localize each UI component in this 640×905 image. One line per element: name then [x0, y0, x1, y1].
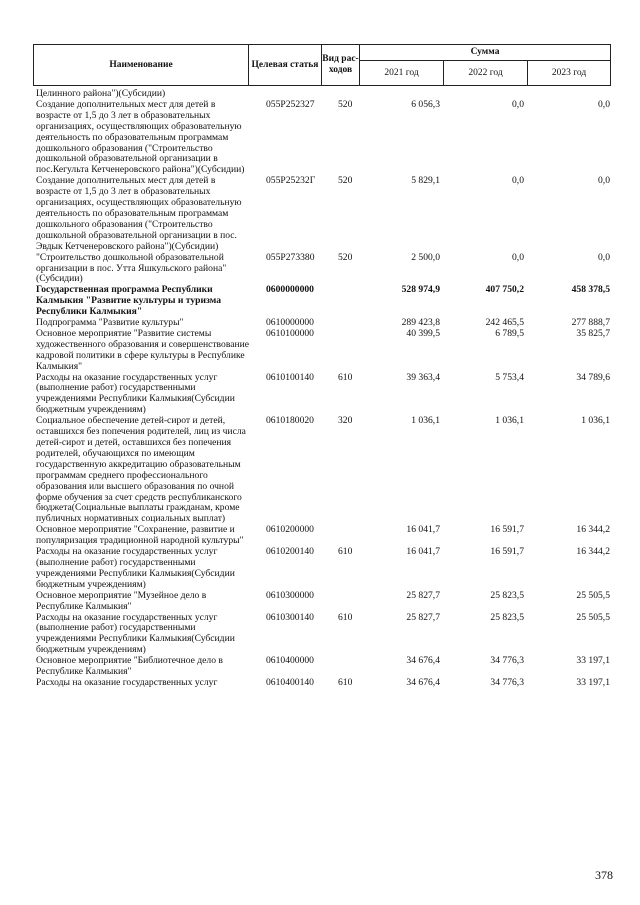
row-value-2022: 34 776,3: [490, 655, 524, 667]
row-code: 0610100000: [266, 327, 314, 339]
row-type: 610: [338, 546, 353, 558]
header-year-2021: 2021 год: [360, 61, 444, 86]
row-value-2021: 6 056,3: [411, 98, 440, 110]
row-code: 0610100140: [266, 371, 314, 383]
header-name: Наименование: [34, 45, 249, 86]
row-value-2022: 0,0: [512, 98, 524, 110]
row-value-2021: 34 676,4: [406, 676, 440, 688]
row-value-2023: 1 036,1: [581, 415, 610, 427]
row-name: Расходы на оказание государственных услуг (выполнение работ) государственными учреждениями Республики Калмыкия(Субсидии бюджетным учреждениям): [36, 371, 235, 416]
row-code: 0610400000: [266, 655, 314, 667]
row-code: 0610300000: [266, 589, 314, 601]
row-value-2021: 528 974,9: [401, 284, 440, 296]
row-value-2023: 0,0: [598, 175, 610, 187]
header-code: Целевая статья: [249, 45, 322, 86]
table-row: [36, 416, 610, 525]
row-value-2022: 16 591,7: [490, 546, 524, 558]
row-code: 0610300140: [266, 611, 314, 623]
table-row: [36, 100, 610, 176]
row-value-2023: 0,0: [598, 251, 610, 263]
row-value-2023: 16 344,2: [576, 524, 610, 536]
row-value-2022: 16 591,7: [490, 524, 524, 536]
row-name: Социальное обеспечение детей-сирот и детей, оставшихся без попечения родителей, лиц из числа детей-сирот и детей, оставшихся без попечения родителей, обучающихся по имеющим государственную аккредитацию образовательным программам среднего профессионального образования или высшего образования по очной форме обучения за счет средств республиканского бюджета(Социальные выплаты гражданам, кроме публичных нормативных социальных выплат): [36, 415, 246, 525]
row-value-2023: 35 825,7: [576, 327, 610, 339]
row-code: 0610200140: [266, 546, 314, 558]
row-value-2021: 25 827,7: [406, 611, 440, 623]
row-value-2023: 0,0: [598, 98, 610, 110]
table-row: [36, 678, 610, 689]
row-value-2021: 25 827,7: [406, 589, 440, 601]
row-value-2021: 16 041,7: [406, 546, 440, 558]
row-code: 055P25232Г: [266, 175, 316, 187]
row-name: Подпрограмма "Развитие культуры": [36, 317, 184, 329]
row-name: Целинного района")(Субсидии): [36, 88, 166, 99]
table-row: [36, 591, 610, 613]
row-value-2022: 0,0: [512, 251, 524, 263]
row-name: Создание дополнительных мест для детей в возрасте от 1,5 до 3 лет в образовательных организациях, осуществляющих образовательную деятельность по образовательным программам дошкольного образования ("Строительство дошкольной образовательной организации в пос.Кегульта Кетченеровского района")(Субсидии): [36, 98, 245, 176]
row-value-2023: 34 789,6: [576, 371, 610, 383]
row-value-2023: 33 197,1: [576, 655, 610, 667]
row-code: 0610200000: [266, 524, 314, 536]
header-year-2023: 2023 год: [528, 61, 611, 86]
row-type: 610: [338, 611, 353, 623]
row-name: Основное мероприятие "Музейное дело в Республике Калмыкия": [36, 589, 207, 612]
row-type: 520: [338, 98, 353, 110]
row-type: 610: [338, 676, 353, 688]
table-row: [36, 329, 610, 373]
table-body: [36, 89, 610, 689]
row-value-2021: 16 041,7: [406, 524, 440, 536]
row-value-2022: 407 750,2: [485, 284, 524, 296]
row-code: 055P273380: [266, 251, 315, 263]
row-type: 610: [338, 371, 353, 383]
row-value-2022: 1 036,1: [495, 415, 524, 427]
table-row: [36, 253, 610, 286]
row-name: Основное мероприятие "Сохранение, развитие и популяризация традиционной народной культуры": [36, 524, 244, 547]
row-value-2022: 34 776,3: [490, 676, 524, 688]
row-value-2021: 2 500,0: [411, 251, 440, 263]
row-value-2021: 1 036,1: [411, 415, 440, 427]
row-name: Расходы на оказание государственных услуг: [36, 676, 218, 688]
table-row: [36, 547, 610, 591]
row-value-2022: 25 823,5: [490, 611, 524, 623]
row-value-2023: 33 197,1: [576, 676, 610, 688]
row-value-2023: 25 505,5: [576, 611, 610, 623]
row-type: 320: [338, 415, 353, 427]
row-code: 0610180020: [266, 415, 314, 427]
table-row: [36, 285, 610, 318]
row-value-2022: 242 465,5: [485, 317, 524, 329]
row-code: 055P252327: [266, 98, 315, 110]
row-name: Создание дополнительных мест для детей в возрасте от 1,5 до 3 лет в образовательных организациях, осуществляющих образовательную деятельность по образовательным программам дошкольного образования ("Строительство дошкольной образовательной организации в пос. Эвдык Кетченеровского района")(Субсидии): [36, 175, 242, 252]
row-value-2023: 16 344,2: [576, 546, 610, 558]
row-value-2021: 40 399,5: [406, 327, 440, 339]
row-value-2022: 5 753,4: [495, 371, 524, 383]
row-value-2022: 0,0: [512, 175, 524, 187]
table-row: [36, 176, 610, 252]
row-type: 520: [338, 251, 353, 263]
table-header: [33, 44, 611, 86]
table-row: [36, 373, 610, 417]
row-value-2022: 25 823,5: [490, 589, 524, 601]
row-name: Расходы на оказание государственных услуг (выполнение работ) государственными учреждениями Республики Калмыкия(Субсидии бюджетным учреждениям): [36, 546, 235, 590]
row-code: 0610000000: [266, 317, 314, 329]
row-name: Основное мероприятие "Развитие системы художественного образования и совершенствование кадровой политики в сфере культуры в Республике Калмыкия": [36, 327, 250, 372]
row-value-2023: 277 888,7: [571, 317, 610, 329]
table-row: [36, 656, 610, 678]
table-row: [36, 613, 610, 657]
header-type: Вид рас-ходов: [322, 45, 360, 86]
row-value-2023: 458 378,5: [571, 284, 610, 296]
header-year-2022: 2022 год: [444, 61, 528, 86]
row-value-2021: 5 829,1: [411, 175, 440, 187]
row-value-2021: 34 676,4: [406, 655, 440, 667]
row-code: 0610400140: [266, 676, 314, 688]
header-sum: Сумма: [360, 45, 611, 61]
row-type: 520: [338, 175, 353, 187]
table-row: [36, 525, 610, 547]
row-name: Основное мероприятие "Библиотечное дело в Республике Калмыкия": [36, 655, 223, 678]
row-value-2021: 289 423,8: [401, 317, 440, 329]
row-name: Расходы на оказание государственных услуг (выполнение работ) государственными учреждениями Республики Калмыкия(Субсидии бюджетным учреждениям): [36, 611, 235, 656]
row-name: Государственная программа Республики Калмыкия "Развитие культуры и туризма Республики Калмыкия": [36, 284, 222, 318]
row-code: 0600000000: [266, 284, 314, 296]
row-value-2022: 6 789,5: [495, 327, 524, 339]
row-value-2021: 39 363,4: [406, 371, 440, 383]
row-name: "Строительство дошкольной образовательной организации в пос. Утта Яшкульского района"(Субсидии): [36, 251, 227, 285]
page-number: 378: [595, 868, 613, 882]
row-value-2023: 25 505,5: [576, 589, 610, 601]
